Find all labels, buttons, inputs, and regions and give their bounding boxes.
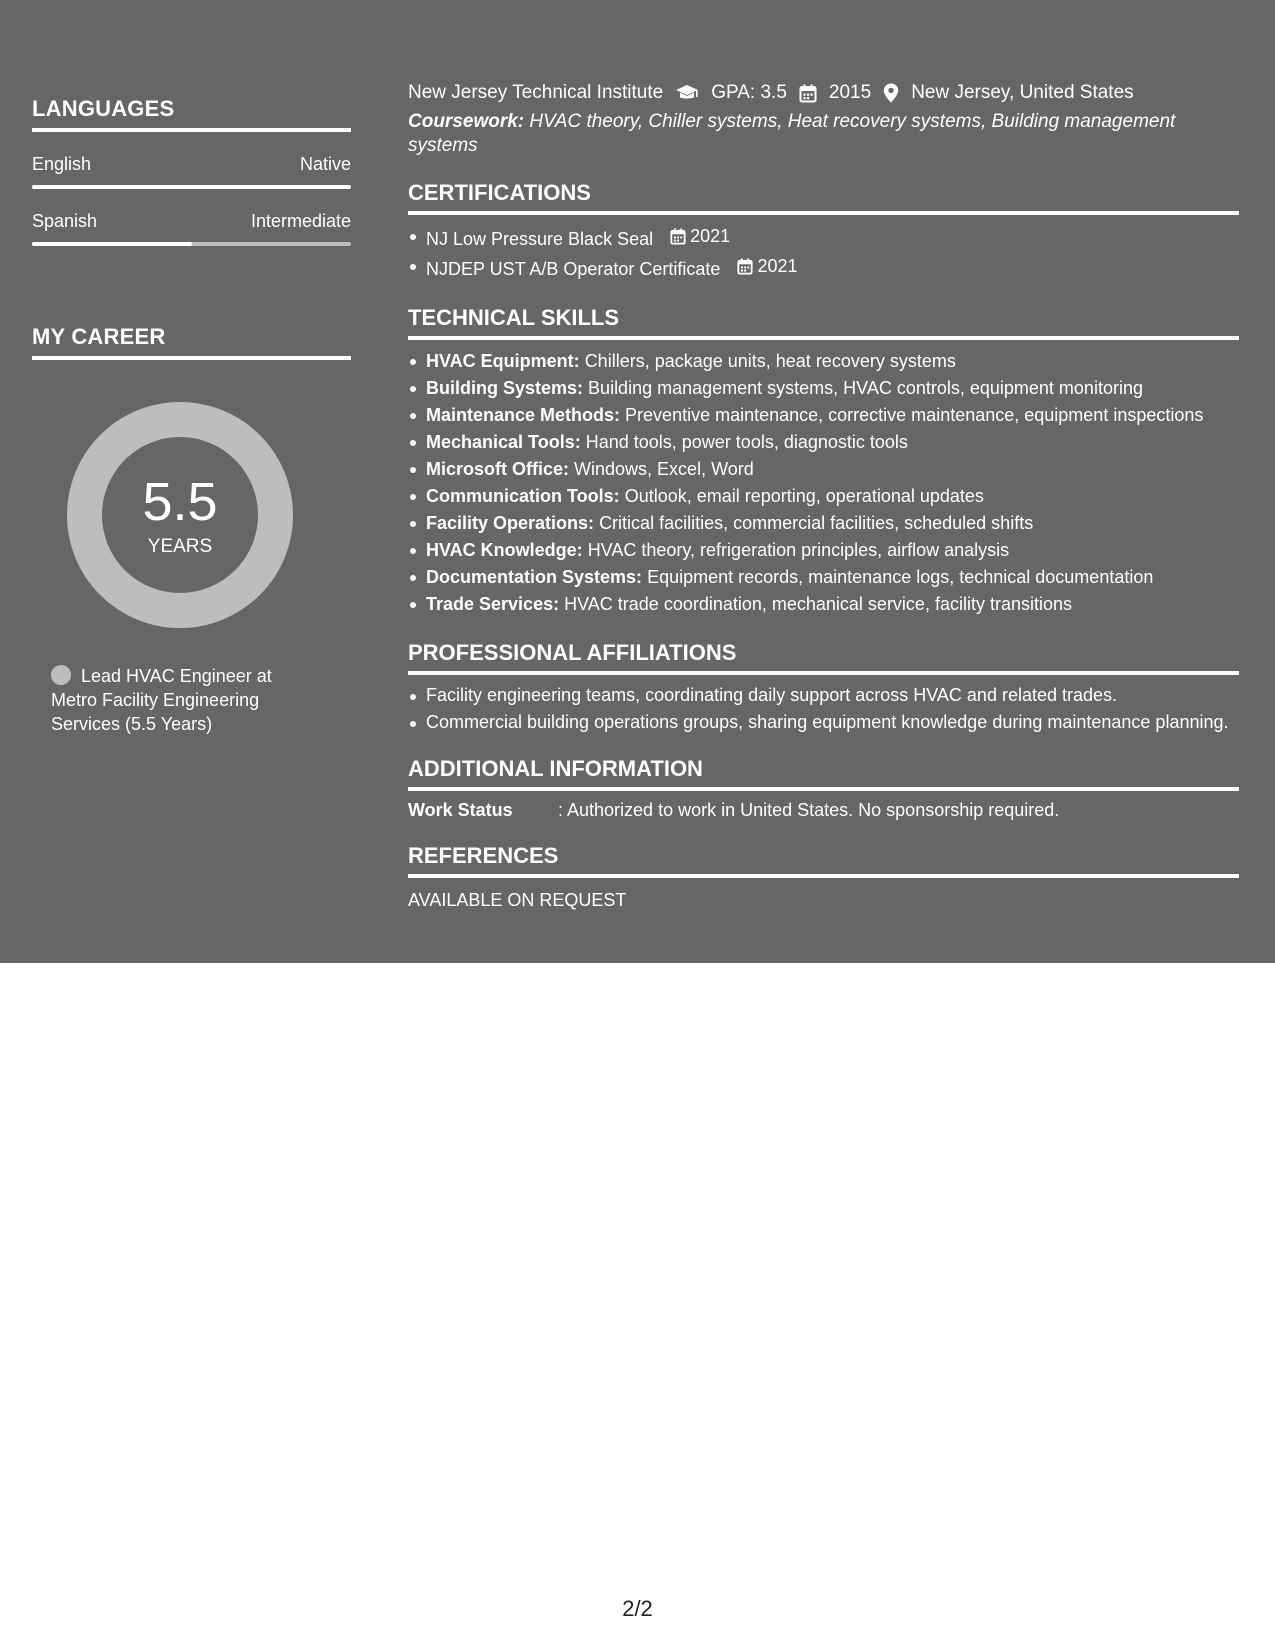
- info-key: Work Status: [408, 800, 513, 820]
- skill-label: Documentation Systems:: [426, 567, 643, 587]
- list-item: [408, 456, 1239, 483]
- calendar-icon: [799, 84, 817, 103]
- skill-value: Chillers, package units, heat recovery systems: [584, 351, 956, 371]
- calendar-icon: [737, 258, 753, 275]
- language-bar-fill: [32, 185, 351, 189]
- language-item: [32, 154, 351, 189]
- skill-label: Communication Tools:: [426, 486, 620, 506]
- education-location: New Jersey, United States: [911, 82, 1134, 103]
- career-item-text: Lead HVAC Engineer at Metro Facility Engineering Services (5.5 Years): [51, 666, 272, 734]
- skills-title: TECHNICAL SKILLS: [408, 305, 1239, 340]
- list-item: [408, 253, 1239, 283]
- skill-value: Outlook, email reporting, operational updates: [624, 486, 984, 506]
- list-item: [408, 223, 1239, 253]
- career-title: MY CAREER: [32, 324, 351, 360]
- skill-label: Facility Operations:: [426, 513, 595, 533]
- coursework: [408, 110, 1239, 158]
- language-bar: [32, 185, 351, 189]
- list-item: [408, 402, 1239, 429]
- references-title: REFERENCES: [408, 843, 1239, 878]
- list-item: [408, 537, 1239, 564]
- skill-label: Maintenance Methods:: [426, 405, 621, 425]
- career-years-value: 5.5: [142, 472, 218, 532]
- additional-section: [408, 756, 1239, 821]
- references-section: [408, 843, 1239, 911]
- list-item: [408, 564, 1239, 591]
- list-item: Commercial building operations groups, sharing equipment knowledge during maintenance planning.: [408, 710, 1239, 734]
- language-bar: [32, 242, 351, 246]
- list-item: [408, 510, 1239, 537]
- certifications-list: [408, 223, 1239, 283]
- coursework-text: HVAC theory, Chiller systems, Heat recovery systems, Building management systems: [408, 111, 1176, 156]
- skill-value: Building management systems, HVAC controls, equipment monitoring: [588, 378, 1143, 398]
- language-name: Spanish: [32, 211, 98, 231]
- education-gpa: GPA: 3.5: [711, 82, 787, 103]
- skill-value: Windows, Excel, Word: [574, 459, 754, 479]
- list-item: Facility engineering teams, coordinating daily support across HVAC and related trades.: [408, 683, 1239, 707]
- affiliations-section: [408, 640, 1239, 734]
- language-item: [32, 211, 351, 246]
- language-name: English: [32, 154, 92, 174]
- career-years-ring: [67, 402, 293, 628]
- education-year: 2015: [828, 82, 872, 103]
- certifications-title: CERTIFICATIONS: [408, 180, 1239, 215]
- skill-value: HVAC trade coordination, mechanical service, facility transitions: [564, 594, 1072, 614]
- certification-year: 2021: [690, 226, 731, 246]
- skill-label: Building Systems:: [426, 378, 584, 398]
- sidebar: [32, 96, 351, 736]
- skill-value: Hand tools, power tools, diagnostic tools: [585, 432, 908, 452]
- certification-year: 2021: [757, 256, 798, 276]
- skills-section: [408, 305, 1239, 618]
- education-line: [408, 80, 1239, 106]
- page-number: 2/2: [622, 1596, 653, 1621]
- skills-list: [408, 348, 1239, 618]
- career-years-unit: YEARS: [147, 536, 213, 557]
- school-name: New Jersey Technical Institute: [408, 82, 664, 103]
- additional-title: ADDITIONAL INFORMATION: [408, 756, 1239, 791]
- map-pin-icon: [883, 83, 899, 103]
- affiliations-list: [408, 683, 1239, 734]
- info-row: [408, 800, 1239, 821]
- info-value: : Authorized to work in United States. No sponsorship required.: [558, 800, 1060, 820]
- calendar-icon: [670, 228, 686, 245]
- certification-name: NJDEP UST A/B Operator Certificate: [426, 259, 721, 279]
- skill-label: Mechanical Tools:: [426, 432, 581, 452]
- graduation-cap-icon: [675, 84, 699, 102]
- list-item: [408, 348, 1239, 375]
- affiliations-title: PROFESSIONAL AFFILIATIONS: [408, 640, 1239, 675]
- certifications-section: [408, 180, 1239, 283]
- career-dot-icon: [51, 665, 71, 685]
- language-level: Native: [299, 154, 351, 174]
- references-text: AVAILABLE ON REQUEST: [408, 890, 627, 910]
- language-level: Intermediate: [250, 211, 351, 231]
- career-item: [51, 664, 311, 736]
- skill-label: HVAC Equipment:: [426, 351, 580, 371]
- main-content: [408, 80, 1239, 911]
- list-item: [408, 375, 1239, 402]
- list-item: [408, 591, 1239, 618]
- skill-label: Microsoft Office:: [426, 459, 570, 479]
- certification-name: NJ Low Pressure Black Seal: [426, 229, 654, 249]
- list-item: [408, 483, 1239, 510]
- language-bar-fill: [32, 242, 192, 246]
- languages-title: LANGUAGES: [32, 96, 351, 132]
- list-item: [408, 429, 1239, 456]
- skill-value: Preventive maintenance, corrective maintenance, equipment inspections: [625, 405, 1204, 425]
- coursework-label: Coursework:: [408, 111, 525, 132]
- skill-label: Trade Services:: [426, 594, 560, 614]
- skill-value: Critical facilities, commercial facilities, scheduled shifts: [599, 513, 1034, 533]
- skill-label: HVAC Knowledge:: [426, 540, 583, 560]
- skill-value: Equipment records, maintenance logs, technical documentation: [647, 567, 1154, 587]
- skill-value: HVAC theory, refrigeration principles, airflow analysis: [587, 540, 1010, 560]
